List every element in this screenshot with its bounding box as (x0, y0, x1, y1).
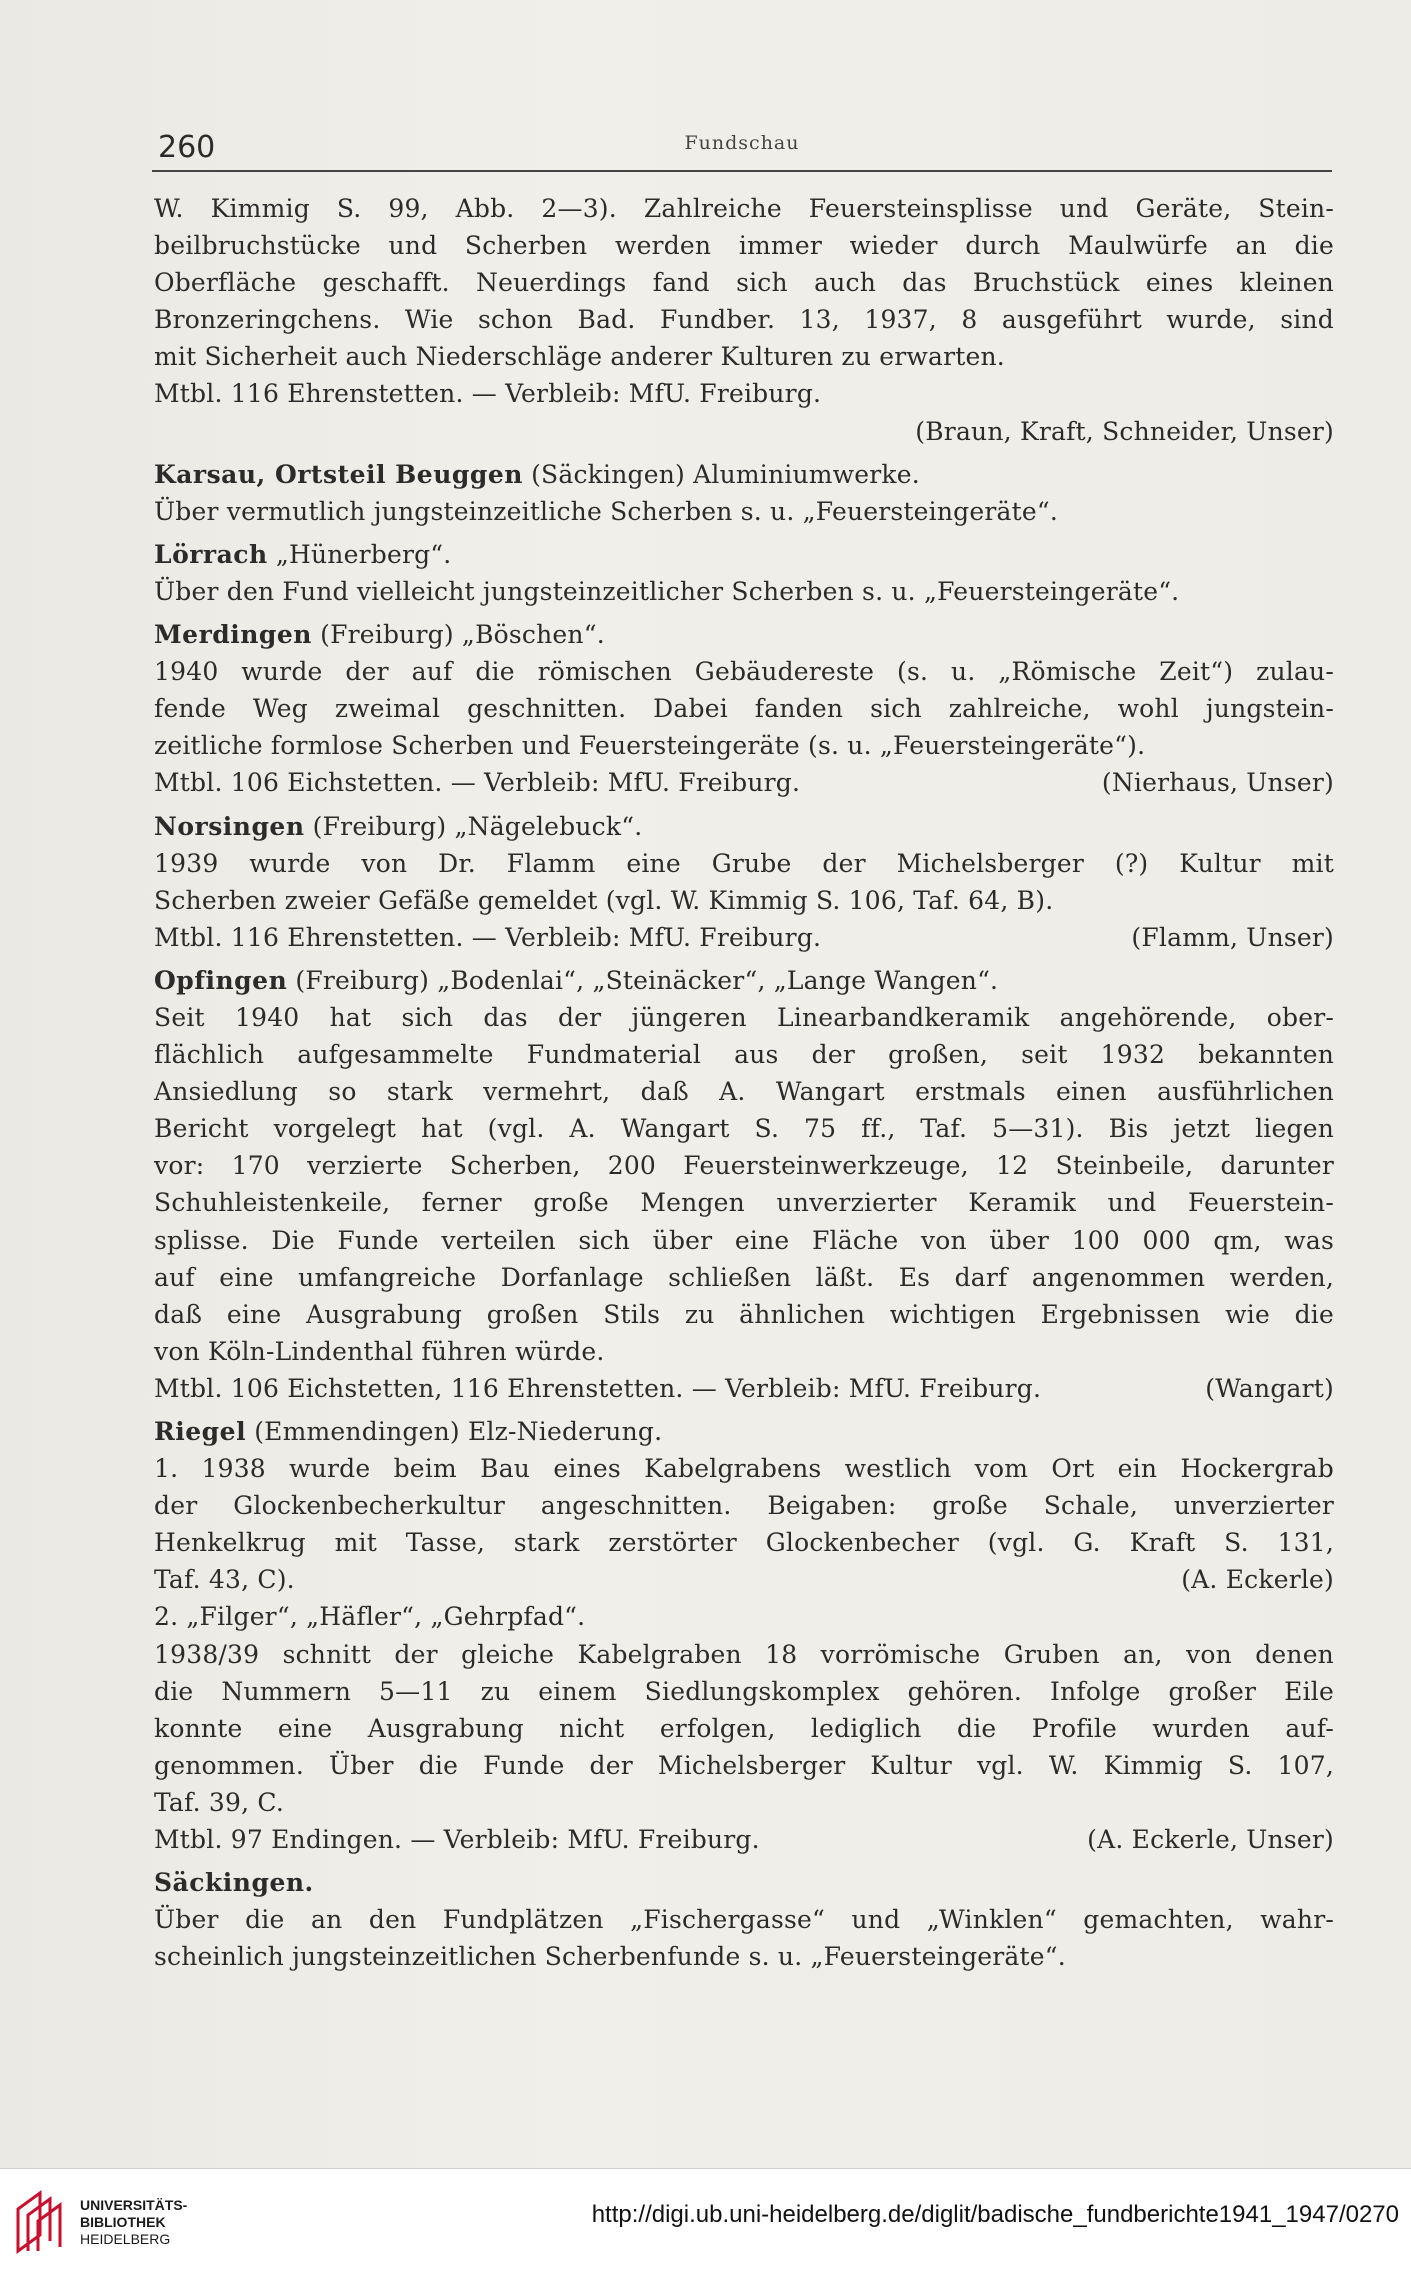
text-line: konnte eine Ausgrabung nicht erfolgen, lediglich die Profile wurden auf- (154, 1713, 1334, 1743)
text-line: Bericht vorgelegt hat (vgl. A. Wangart S. 75 ff., Taf. 5—31). Bis jetzt liegen (154, 1114, 1334, 1144)
text-line: 1939 wurde von Dr. Flamm eine Grube der Michelsberger (?) Kultur mit (154, 848, 1334, 878)
map-sheet-line: Mtbl. 97 Endingen. — Verbleib: MfU. Freiburg. (154, 1825, 760, 1855)
text-line: daß eine Ausgrabung großen Stils zu ähnlichen wichtigen Ergebnissen wie die (154, 1299, 1334, 1329)
text-line: mit Sicherheit auch Niederschläge anderer Kulturen zu erwarten. (154, 342, 1005, 372)
text-line: 1938/39 schnitt der gleiche Kabelgraben 18 vorrömische Gruben an, von denen (154, 1639, 1334, 1669)
library-line: HEIDELBERG (80, 2231, 171, 2247)
entry-heading-rest: (Säckingen) Aluminiumwerke. (522, 459, 920, 489)
page-body (154, 190, 1334, 1975)
library-line: UNIVERSITÄTS- (80, 2197, 188, 2213)
entry-merdingen (154, 616, 1334, 801)
map-sheet-row (154, 1821, 1334, 1858)
entry-norsingen (154, 808, 1334, 956)
place-name: Karsau, Ortsteil Beuggen (154, 459, 523, 489)
text-line: flächlich aufgesammelte Fundmaterial aus der großen, seit 1932 bekannten (154, 1040, 1334, 1070)
text-line: von Köln-Lindenthal führen würde. (154, 1336, 605, 1366)
map-sheet-line: Mtbl. 116 Ehrenstetten. — Verbleib: MfU. Freiburg. (154, 379, 822, 409)
entry-heading-rest: (Freiburg) „Bodenlai“, „Steinäcker“, „Lange Wangen“. (287, 965, 999, 995)
text-line: 1940 wurde der auf die römischen Gebäudereste (s. u. „Römische Zeit“) zulau- (154, 657, 1334, 687)
text-line: der Glockenbecherkultur angeschnitten. Beigaben: große Schale, unverzierter (154, 1491, 1334, 1521)
text-line: genommen. Über die Funde der Michelsberger Kultur vgl. W. Kimmig S. 107, (154, 1750, 1334, 1780)
entry-karsau (154, 456, 1334, 530)
text-line: scheinlich jungsteinzeitlichen Scherbenfunde s. u. „Feuersteingeräte“. (154, 1942, 1066, 1972)
text-line: beilbruchstücke und Scherben werden immer wieder durch Maulwürfe an die (154, 231, 1334, 261)
text-line: auf eine umfangreiche Dorfanlage schließen läßt. Es darf angenommen werden, (154, 1262, 1334, 1292)
entry-heading-rest: „Hünerberg“. (267, 539, 452, 569)
credit-row (154, 1561, 1334, 1598)
place-name: Riegel (154, 1417, 247, 1446)
place-name: Norsingen (154, 811, 305, 841)
entry-opfingen (154, 962, 1334, 1407)
running-head: Fundschau (684, 132, 800, 154)
entry-heading-rest: (Freiburg) „Nägelebuck“. (304, 811, 643, 841)
place-name: Säckingen. (154, 1868, 314, 1898)
text-line: Taf. 39, C. (154, 1787, 284, 1817)
text-line: Scherben zweier Gefäße gemeldet (vgl. W. Kimmig S. 106, Taf. 64, B). (154, 885, 1054, 915)
text-line: Oberfläche geschafft. Neuerdings fand sich auch das Bruchstück eines kleinen (154, 268, 1334, 298)
paragraph-continuation (154, 190, 1334, 450)
map-sheet-line: Mtbl. 106 Eichstetten. — Verbleib: MfU. Freiburg. (154, 768, 801, 798)
place-name: Lörrach (154, 539, 268, 569)
text-line: Bronzeringchens. Wie schon Bad. Fundber. 13, 1937, 8 ausgeführt wurde, sind (154, 305, 1334, 335)
library-line: BIBLIOTHEK (80, 2214, 166, 2230)
text-line: Ansiedlung so stark vermehrt, daß A. Wangart erstmals einen ausführlichen (154, 1077, 1334, 1107)
credit-line: (Flamm, Unser) (1131, 922, 1334, 952)
text-line: vor: 170 verzierte Scherben, 200 Feuersteinwerkzeuge, 12 Steinbeile, darunter (154, 1151, 1334, 1181)
credit-line: (Wangart) (1205, 1373, 1334, 1403)
text-line: Henkelkrug mit Tasse, stark zerstörter Glockenbecher (vgl. G. Kraft S. 131, (154, 1528, 1334, 1558)
entry-loerrach (154, 536, 1334, 610)
source-url-link[interactable]: http://digi.ub.uni-heidelberg.de/diglit/badische_fundberichte1941_1947/0270 (591, 2201, 1399, 2228)
map-sheet-line: Mtbl. 116 Ehrenstetten. — Verbleib: MfU. Freiburg. (154, 922, 822, 952)
text-line: W. Kimmig S. 99, Abb. 2—3). Zahlreiche Feuersteinsplisse und Geräte, Stein- (154, 194, 1334, 223)
map-sheet-line: Mtbl. 106 Eichstetten, 116 Ehrenstetten. — Verbleib: MfU. Freiburg. (154, 1373, 1042, 1403)
text-line: Taf. 43, C). (154, 1565, 295, 1595)
library-logo-icon (12, 2189, 70, 2255)
credit-line: (Nierhaus, Unser) (1101, 768, 1334, 798)
map-sheet-row (154, 919, 1334, 956)
text-line: Über vermutlich jungsteinzeitliche Scherben s. u. „Feuersteingeräte“. (154, 496, 1058, 526)
text-line: fende Weg zweimal geschnitten. Dabei fanden sich zahlreiche, wohl jungstein- (154, 694, 1334, 724)
place-name: Opfingen (154, 965, 288, 995)
text-line: zeitliche formlose Scherben und Feuersteingeräte (s. u. „Feuersteingeräte“). (154, 731, 1146, 761)
text-line: Über den Fund vielleicht jungsteinzeitlicher Scherben s. u. „Feuersteingeräte“. (154, 576, 1180, 606)
text-line: Über die an den Fundplätzen „Fischergasse“ und „Winklen“ gemachten, wahr- (154, 1905, 1334, 1935)
text-line: Schuhleistenkeile, ferner große Mengen unverzierter Keramik und Feuerstein- (154, 1188, 1334, 1218)
credit-line: (A. Eckerle, Unser) (1087, 1825, 1334, 1855)
library-name (80, 2197, 187, 2248)
credit-line: (A. Eckerle) (1181, 1565, 1334, 1595)
entry-riegel (154, 1413, 1334, 1858)
page-header (152, 126, 1332, 172)
library-footer (0, 2168, 1411, 2274)
map-sheet-row (154, 1370, 1334, 1407)
entry-heading-rest: (Freiburg) „Böschen“. (311, 620, 605, 650)
page-number: 260 (158, 130, 216, 165)
entry-heading-rest: (Emmendingen) Elz-Niederung. (246, 1417, 663, 1446)
map-sheet-row (154, 764, 1334, 801)
text-line: die Nummern 5—11 zu einem Siedlungskomplex gehören. Infolge großer Eile (154, 1676, 1334, 1706)
text-line: splisse. Die Funde verteilen sich über eine Fläche von über 100 000 qm, was (154, 1225, 1334, 1255)
credit-line: (Braun, Kraft, Schneider, Unser) (915, 416, 1334, 446)
text-line: Seit 1940 hat sich das der jüngeren Linearbandkeramik angehörende, ober- (154, 1002, 1334, 1032)
sub-entry-heading: 2. „Filger“, „Häfler“, „Gehrpfad“. (154, 1602, 586, 1632)
entry-saeckingen (154, 1864, 1334, 1975)
place-name: Merdingen (154, 620, 312, 650)
text-line: 1. 1938 wurde beim Bau eines Kabelgrabens westlich vom Ort ein Hockergrab (154, 1454, 1334, 1484)
